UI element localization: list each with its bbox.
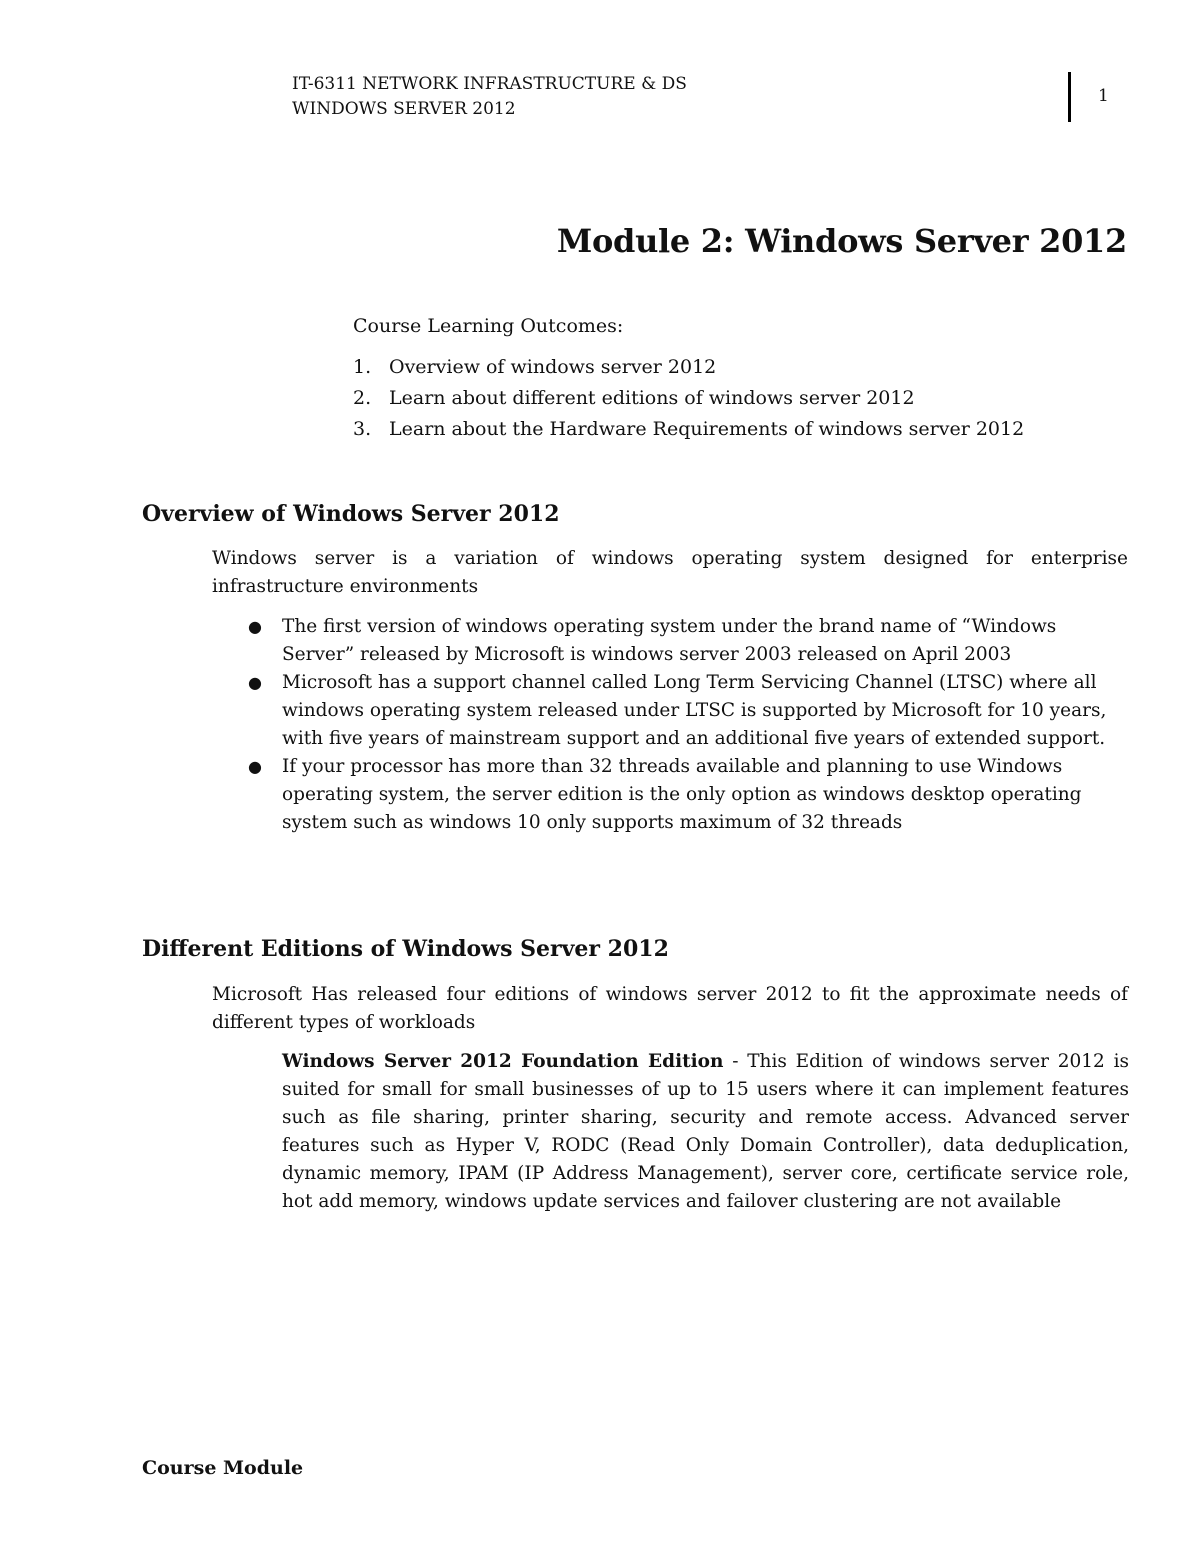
overview-intro: Windows server is a variation of windows operating system designed for enterprise infrastructure environments xyxy=(212,548,1128,597)
learning-outcomes-heading: Course Learning Outcomes: xyxy=(353,315,624,337)
list-item xyxy=(248,613,1129,669)
foundation-edition-paragraph xyxy=(282,1048,1129,1216)
editions-intro: Microsoft Has released four editions of windows server 2012 to fit the approximate needs of different types of workloads xyxy=(212,984,1128,1033)
section-heading-overview: Overview of Windows Server 2012 xyxy=(142,501,560,527)
bullet-icon: ● xyxy=(248,757,262,776)
foundation-edition-title: Windows Server 2012 Foundation Edition xyxy=(282,1051,724,1072)
learning-outcomes-list xyxy=(353,352,1024,445)
bullet-text: The first version of windows operating system under the brand name of “Windows Server” released by Microsoft is windows server 2003 released on April 2003 xyxy=(282,616,1057,665)
list-text: Learn about the Hardware Requirements of windows server 2012 xyxy=(389,418,1025,440)
bullet-icon: ● xyxy=(248,617,262,636)
header-subtitle: WINDOWS SERVER 2012 xyxy=(292,99,516,119)
list-text: Overview of windows server 2012 xyxy=(389,356,717,378)
list-item xyxy=(248,753,1129,837)
overview-bullets xyxy=(248,613,1129,837)
list-number: 3. xyxy=(353,418,372,440)
list-number: 1. xyxy=(353,356,372,378)
list-text: Learn about different editions of windows server 2012 xyxy=(389,387,915,409)
header-course-code: IT-6311 NETWORK INFRASTRUCTURE & DS xyxy=(292,74,687,94)
list-number: 2. xyxy=(353,387,372,409)
foundation-edition-text: - This Edition of windows server 2012 is suited for small for small businesses of up to 15 users where it can implement features such as file sharing, printer sharing, security and remote access. Advanced server features such as Hyper V, RODC (Read Only Domain Controller), data deduplication, dynamic memory, IPAM (IP Address Management), server core, certificate service role, hot add memory, windows update services and failover clustering are not available xyxy=(282,1051,1129,1212)
list-item xyxy=(353,383,1024,414)
bullet-text: Microsoft has a support channel called Long Term Servicing Channel (LTSC) where all windows operating system released under LTSC is supported by Microsoft for 10 years, with five years of mainstream support and an additional five years of extended support. xyxy=(282,672,1107,749)
list-item xyxy=(353,414,1024,445)
page-title: Module 2: Windows Server 2012 xyxy=(556,222,1127,260)
list-item xyxy=(248,669,1129,753)
bullet-text: If your processor has more than 32 threads available and planning to use Windows operating system, the server edition is the only option as windows desktop operating system such as windows 10 only supports maximum of 32 threads xyxy=(282,756,1082,833)
header-divider xyxy=(1068,72,1071,122)
list-item xyxy=(353,352,1024,383)
footer-course-module: Course Module xyxy=(142,1457,304,1479)
page-number: 1 xyxy=(1098,86,1109,106)
bullet-icon: ● xyxy=(248,673,262,692)
section-heading-editions: Different Editions of Windows Server 2012 xyxy=(142,936,669,962)
